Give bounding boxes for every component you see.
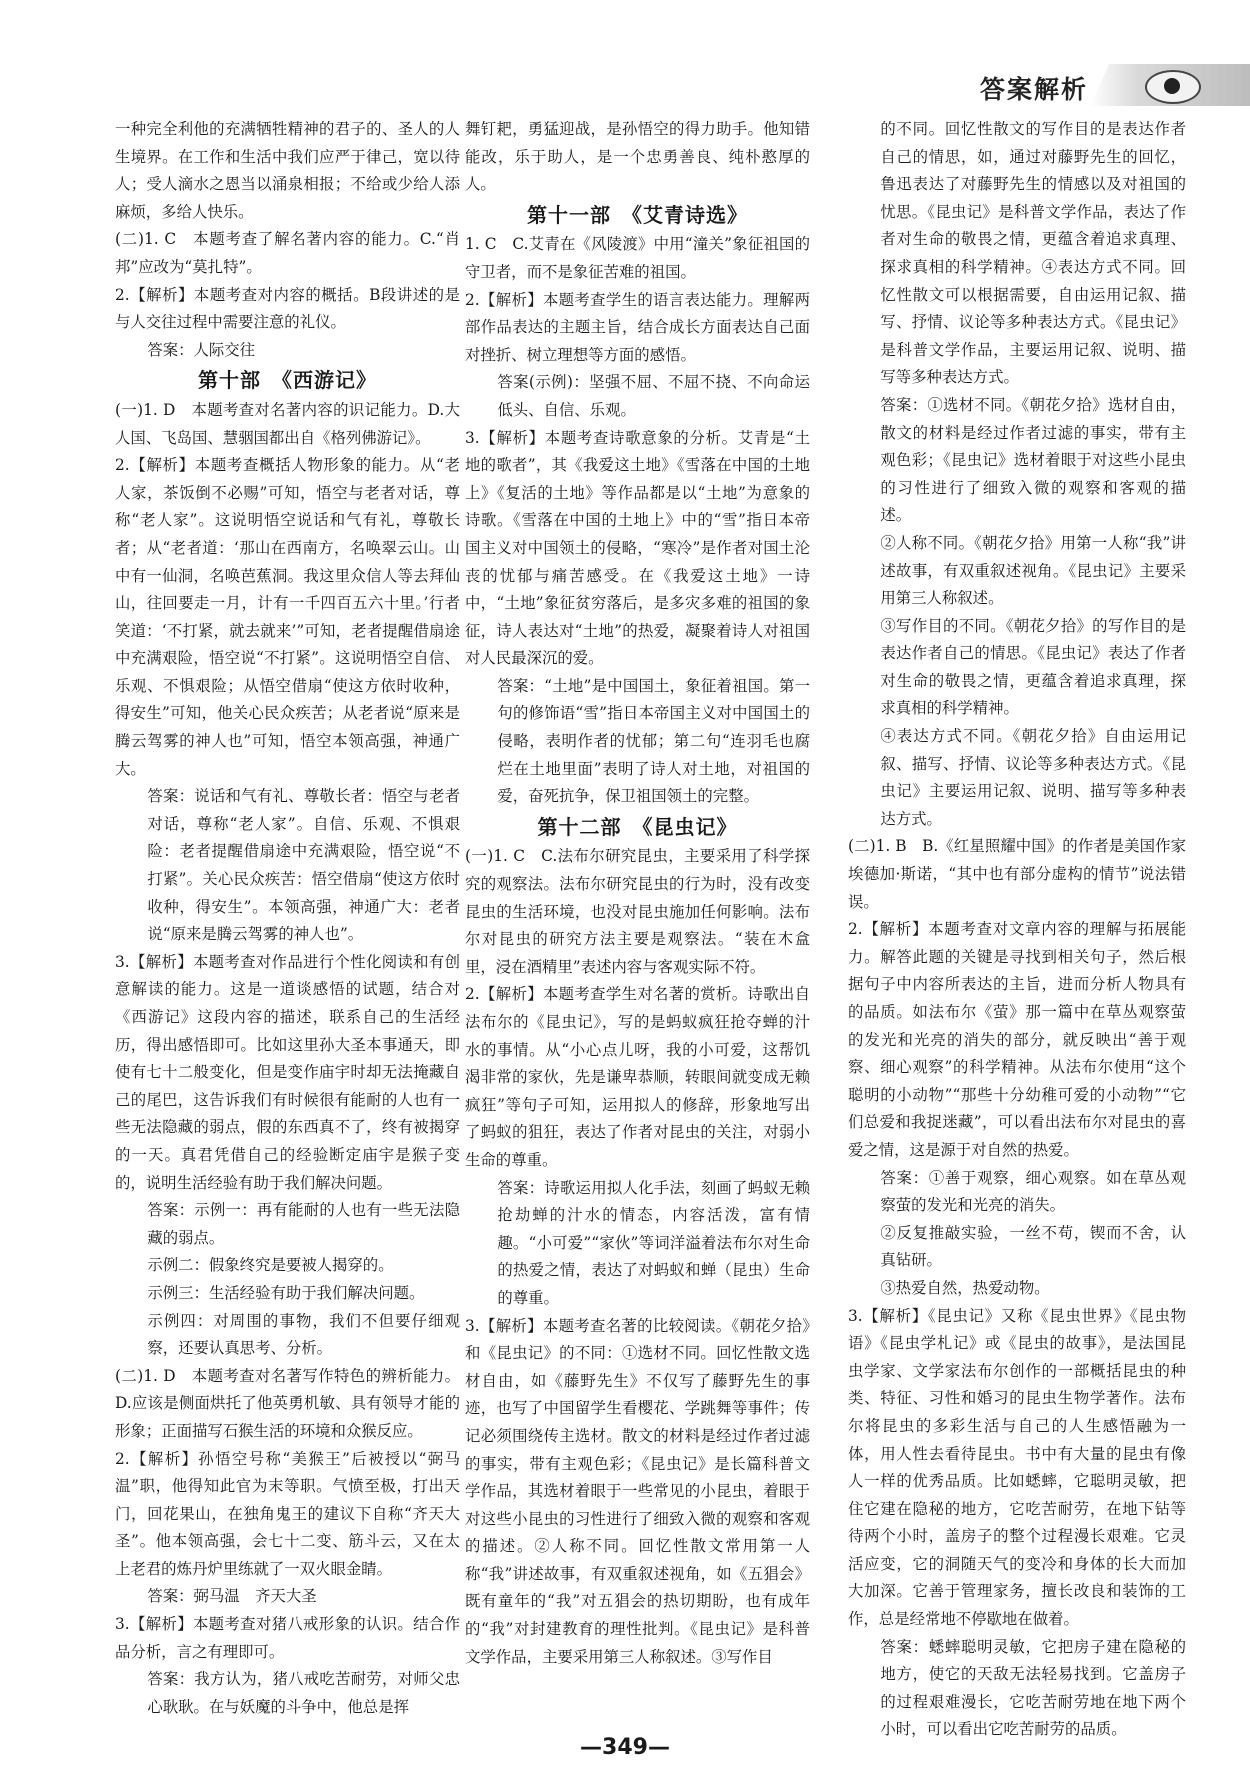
question-item: 3.【解析】本题考查名著的比较阅读。《朝花夕拾》和《昆虫记》的不同：①选材不同。回忆性散文选材自由，如《藤野先生》不仅写了藤野先生的事迹，也写了中国留学生看樱花、学跳舞等事件；传记必须围绕传主选材。散文的材料是经过作者过滤的事实，带有主观色彩；《昆虫记》是长篇科普文学作品，其选材着眼于一些常见的小昆虫，着眼于对这些小昆虫的习性进行了细致入微的观察和客观的描述。②人称不同。回忆性散文常用第一人称“我”讲述故事，有双重叙述视角，如《五猖会》既有童年的“我”对五猖会的热切期盼，也有成年的“我”对封建教育的理性批判。《昆虫记》是科普文学作品，主要采用第三人称叙述。③写作目 [465,1316,810,1666]
answer: 答案：我方认为，猪八戒吃苦耐劳，对师父忠心耿耿。在与妖魔的斗争中，他总是挥 [147,1670,460,1716]
question-item: (二)1. D 本题考查对名著写作特色的辨析能力。D.应该是侧面烘托了他英勇机敏、具有领导才能的形象；正面描写石猴生活的环境和众猴反应。 [115,1366,460,1440]
answer-example: 示例四：对周围的事物，我们不但要仔细观察，还要认真思考、分析。 [147,1311,460,1358]
question-item: (一)1. D 本题考查对名著内容的识记能力。D.大人国、飞岛国、慧骃国都出自《格列佛游记》。 [115,400,460,447]
question-item: 3.【解析】本题考查对猪八戒形象的认识。结合作品分析，言之有理即可。 [115,1615,460,1661]
section-heading: 第十一部 《艾青诗选》 [527,202,748,227]
question-item: 1. C C.艾青在《风陵渡》中用“潼关”象征祖国的守卫者，而不是象征苦难的祖国。 [465,235,810,281]
answer: 答案(示例)：坚强不屈、不屈不挠、不向命运低头、自信、乐观。 [497,373,810,419]
answer: 答案：人际交往 [147,340,256,359]
answer-point: ③写作目的不同。《朝花夕拾》的写作目的是表达作者自己的情思。《昆虫记》表达了作者对生命的敬畏之情，更蕴含着追求真理，探求真相的科学精神。 [880,616,1186,718]
section-heading: 第十二部 《昆虫记》 [537,814,738,839]
answer: 答案：说话和气有礼、尊敬长者：悟空与老者对话，尊称“老人家”。自信、乐观、不惧艰险：老者提醒借扇途中充满艰险，悟空说“不打紧”。关心民众疾苦：悟空借扇“使这方依时收种，得安生”。本领高强，神通广大：老者说“原来是腾云驾雾的神人也”。 [147,787,460,944]
answer-example: 示例三：生活经验有助于我们解决问题。 [147,1283,425,1302]
column-2 [465,116,810,1671]
answer: 答案：蟋蟀聪明灵敏，它把房子建在隐秘的地方，使它的天敌无法轻易找到。它盖房子的过程艰难漫长，它吃苦耐劳地在地下两个小时，可以看出它吃苦耐劳的品质。 [880,1637,1186,1739]
question-item: (一)1. C C.法布尔研究昆虫，主要采用了科学探究的观察法。法布尔研究昆虫的行为时，没有改变昆虫的生活环境，也没对昆虫施加任何影响。法布尔对昆虫的研究方法主要是观察法。“装在木盒里，浸在酒精里”表述内容与客观实际不符。 [465,847,810,976]
answer: 答案：示例一：再有能耐的人也有一些无法隐藏的弱点。 [147,1201,460,1247]
question-item: 2.【解析】本题考查对文章内容的理解与拓展能力。解答此题的关键是寻找到相关句子，然后根据句子中内容所表达的主旨，进而分析人物具有的品质。如法布尔《萤》那一篇中在草丛观察萤的发光和光亮的消失的部分，就反映出“善于观察、细心观察”的科学精神。从法布尔使用“这个聪明的小动物”“那些十分幼稚可爱的小动物”“它们总爱和我捉迷藏”，可以看出法布尔对昆虫的喜爱之情，这是源于对自然的热爱。 [848,920,1186,1159]
question-item: 3.【解析】《昆虫记》又称《昆虫世界》《昆虫物语》《昆虫学札记》或《昆虫的故事》，是法国昆虫学家、文学家法布尔创作的一部概括昆虫的种类、特征、习性和婚习的昆虫生物学著作。法布尔将昆虫的多彩生活与自己的人生感悟融为一体，用人性去看待昆虫。书中有大量的昆虫有像人一样的优秀品质。比如蟋蟀，它聪明灵敏，把住它建在隐秘的地方，它吃苦耐劳，在地下钻等待两个小时，盖房子的整个过程漫长艰难。它灵活应变，它的洞随天气的变冷和身体的长大而加大加深。它善于管理家务，擅长改良和装饰的工作，总是经常地不停歇地在做着。 [848,1306,1186,1629]
question-item: 3.【解析】本题考查诗歌意象的分析。艾青是“土地的歌者”，其《我爱这土地》《雪落在中国的土地上》《复活的土地》等作品都是以“土地”为意象的诗歌。《雪落在中国的土地上》中的“雪”指日本帝国主义对中国领土的侵略，“寒冷”是作者对国土沦丧的忧郁与痛苦感受。在《我爱这土地》一诗中，“土地”象征贫穷落后，是多灾多难的祖国的象征，诗人表达对“土地”的热爱，凝聚着诗人对祖国对人民最深沉的爱。 [465,428,810,668]
column-3 [848,116,1186,1744]
answer-point: ④表达方式不同。《朝花夕拾》自由运用记叙、描写、抒情、议论等多种表达方式。《昆虫记》主要运用记叙、说明、描写等多种表达方式。 [880,727,1186,828]
question-item: 2.【解析】孙悟空号称“美猴王”后被授以“弼马温”职，他得知此官为末等职。气愤至极，打出天门，回花果山，在独角鬼王的建议下自称“齐天大圣”。他本领高强，会七十二变、筋斗云，又在太上老君的炼丹炉里练就了一双火眼金睛。 [115,1449,460,1578]
answer: 答案：弼马温 齐天大圣 [147,1587,317,1606]
answer: 答案：①选材不同。《朝花夕拾》选材自由，散文的材料是经过作者过滤的事实，带有主观色彩；《昆虫记》选材着眼于对这些小昆虫的习性进行了细致入微的观察和客观的描述。 [880,395,1186,525]
answer: 答案：“土地”是中国国土，象征着祖国。第一句的修饰语“雪”指日本帝国主义对中国国土的侵略，表明作者的忧郁；第二句“连羽毛也腐烂在土地里面”表明了诗人对土地，对祖国的爱，奋死抗争，保卫祖国领土的完整。 [497,676,810,806]
section-heading: 第十部 《西游记》 [198,368,377,393]
question-item: 2.【解析】本题考查概括人物形象的能力。从“老人家，茶饭倒不必赐”可知，悟空与老者对话，尊称“老人家”。这说明悟空说话和气有礼，尊敬长者；从“老者道：‘那山在西南方，名唤翠云山。山中有一仙洞，名唤芭蕉洞。我这里众信人等去拜仙山，往回要走一月，计有一千四百五六十里。’行者笑道：‘不打紧，就去就来’”可知，老者提醒借扇途中充满艰险，悟空说“不打紧”。这说明悟空自信、乐观、不惧艰险；从悟空借扇“使这方依时收种，得安生”可知，他关心民众疾苦；从老者说“原来是腾云驾雾的神人也”可知，悟空本领高强，神通广大。 [115,456,460,778]
question-item: (二)1. B B.《红星照耀中国》的作者是美国作家埃德加·斯诺，“其中也有部分虚构的情节”说法错误。 [848,837,1186,911]
answer: 答案：①善于观察，细心观察。如在草丛观察萤的发光和光亮的消失。 [880,1168,1186,1215]
question-item: 2.【解析】本题考查学生的语言表达能力。理解两部作品表达的主题主旨，结合成长方面表达自己面对挫折、树立理想等方面的感悟。 [465,290,810,364]
answer: 答案：诗歌运用拟人化手法，刻画了蚂蚁无赖抢劫蝉的汁水的情态，内容活泼，富有情趣。“小可爱”“家伙”等词洋溢着法布尔对生命的热爱之情，表达了对蚂蚁和蝉（昆虫）生命的尊重。 [497,1178,810,1307]
answer-point: ②人称不同。《朝花夕拾》用第一人称“我”讲述故事，有双重叙述视角。《昆虫记》主要采用第三人称叙述。 [880,533,1186,608]
paragraph: 的不同。回忆性散文的写作目的是表达作者自己的情思，如，通过对藤野先生的回忆，鲁迅表达了对藤野先生的情感以及对祖国的忧思。《昆虫记》是科普文学作品，表达了作者对生命的敬畏之情，更蕴含着追求真理、探求真相的科学精神。④表达方式不同。回忆性散文可以根据需要，自由运用记叙、描写、抒情、议论等多种表达方式。《昆虫记》是科普文学作品，主要运用记叙、说明、描写等多种表达方式。 [880,120,1186,387]
answer-point: ③热爱自然，热爱动物。 [880,1278,1050,1297]
page-number: —349— [580,1735,670,1760]
paragraph: 舞钉耙，勇猛迎战，是孙悟空的得力助手。他知错能改，乐于助人，是一个忠勇善良、纯朴憨厚的人。 [465,120,810,194]
column-1 [115,116,460,1721]
question-item: 2.【解析】本题考查学生对名著的赏析。诗歌出自法布尔的《昆虫记》，写的是蚂蚁疯狂抢夺蝉的汁水的事情。从“小心点儿呀，我的小可爱，这帮饥渴非常的家伙，先是谦卑恭顺，转眼间就变成无赖疯狂”等句子可知，运用拟人的修辞，形象地写出了蚂蚁的狙狂，表达了作者对昆虫的关注，对弱小生命的尊重。 [465,985,810,1169]
eye-icon [1145,70,1201,104]
paragraph: 一种完全利他的充满牺牲精神的君子的、圣人的人生境界。在工作和生活中我们应严于律己，宽以待人；受人滴水之恩当以涌泉相报；不给或少给人添麻烦，多给人快乐。 [115,120,460,221]
question-item: 2.【解析】本题考查对内容的概括。B段讲述的是与人交往过程中需要注意的礼仪。 [115,285,460,332]
question-item: (二)1. C 本题考查了解名著内容的能力。C.“肖邦”应改为“莫扎特”。 [115,230,460,276]
question-item: 3.【解析】本题考查对作品进行个性化阅读和有创意解读的能力。这是一道谈感悟的试题，结合对《西游记》这段内容的描述，联系自己的生活经历，得出感悟即可。比如这里孙大圣本事通天，即使有七十二般变化，但是变作庙宇时却无法掩藏自己的尾巴，这告诉我们有时候很有能耐的人也有一些无法隐藏的弱点，假的东西真不了，终有被揭穿的一天。真君凭借自己的经验断定庙宇是猴子变的，说明生活经验有助于我们解决问题。 [115,952,460,1192]
answer-point: ②反复推敲实验，一丝不苟，锲而不舍，认真钻研。 [880,1223,1186,1270]
page-header-title: 答案解析 [980,75,1089,104]
answer-example: 示例二：假象终究是要被人揭穿的。 [147,1256,394,1275]
